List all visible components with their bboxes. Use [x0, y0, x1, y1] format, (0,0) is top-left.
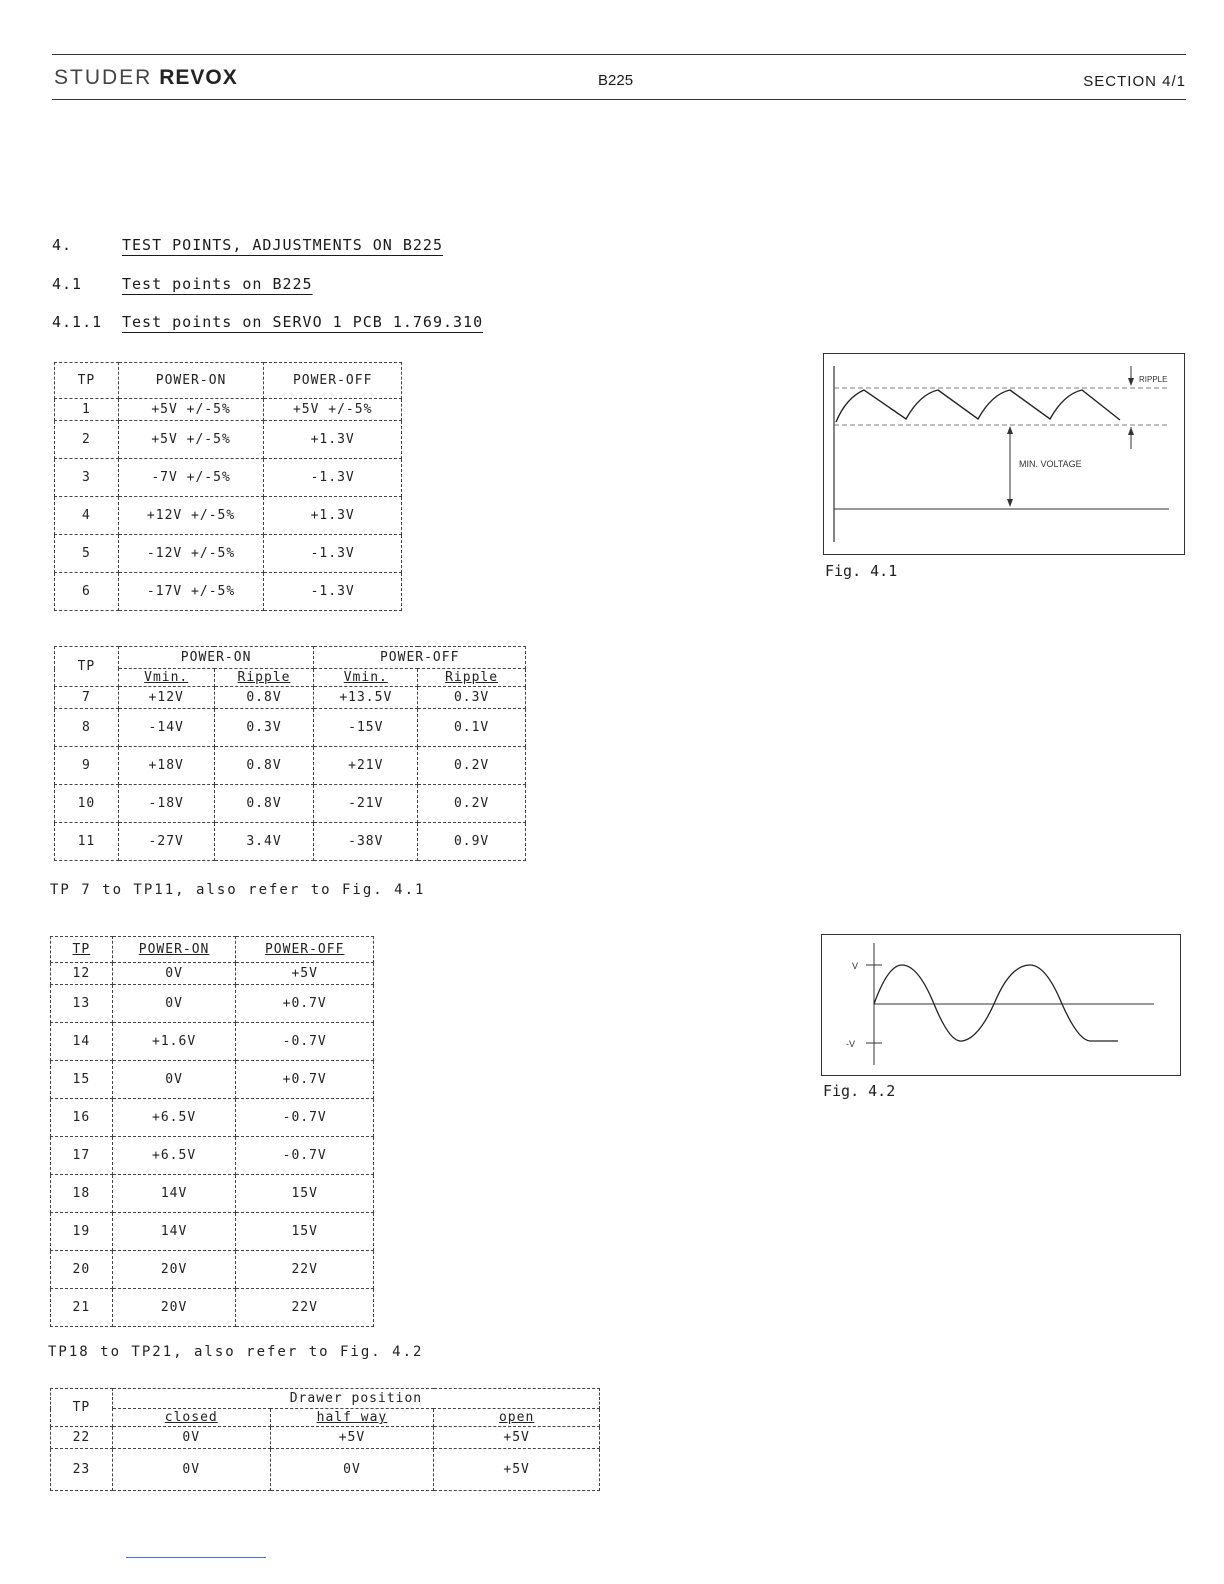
cell-power-off: -0.7V — [236, 1137, 374, 1175]
brand-logo — [54, 66, 238, 90]
subheader-closed: closed — [112, 1409, 270, 1427]
figure-4-2 — [821, 934, 1181, 1076]
footer-rule — [126, 1557, 266, 1558]
table-row — [51, 1449, 600, 1491]
cell-power-off: +5V +/-5% — [264, 399, 402, 421]
col-header-power-off: POWER-OFF — [264, 363, 402, 399]
cell-vmin-off: -38V — [314, 823, 418, 861]
cell-power-off: 15V — [236, 1213, 374, 1251]
cell-tp: 19 — [51, 1213, 113, 1251]
subheader-vmin-on: Vmin. — [118, 669, 214, 687]
subheader-open: open — [434, 1409, 600, 1427]
table-row — [55, 687, 526, 709]
cell-power-off: +1.3V — [264, 497, 402, 535]
table-row — [55, 709, 526, 747]
figure-4-2-caption: Fig. 4.2 — [823, 1082, 896, 1100]
cell-tp: 12 — [51, 963, 113, 985]
heading-number: 4.1.1 — [52, 313, 103, 331]
cell-ripple-off: 0.2V — [418, 785, 526, 823]
cell-tp: 4 — [55, 497, 119, 535]
header-rule-top — [52, 54, 1186, 55]
table-row — [55, 785, 526, 823]
cell-power-on: 14V — [112, 1175, 236, 1213]
cell-tp: 2 — [55, 421, 119, 459]
col-header-power-off: POWER-OFF — [314, 647, 526, 669]
section-number: SECTION 4/1 — [1083, 73, 1186, 90]
cell-ripple-on: 0.3V — [214, 709, 314, 747]
col-header-power-on: POWER-ON — [112, 937, 236, 963]
table-row — [55, 421, 402, 459]
cell-power-off: -1.3V — [264, 573, 402, 611]
cell-tp: 14 — [51, 1023, 113, 1061]
cell-power-off: +5V — [236, 963, 374, 985]
figure-4-1 — [823, 353, 1185, 555]
cell-power-on: 20V — [112, 1289, 236, 1327]
table-row — [51, 1175, 374, 1213]
col-header-tp: TP — [51, 1389, 113, 1427]
cell-power-on: +5V +/-5% — [118, 399, 264, 421]
col-header-power-off: POWER-OFF — [236, 937, 374, 963]
label-min-voltage: MIN. VOLTAGE — [1019, 459, 1082, 469]
brand-revox: REVOX — [159, 66, 238, 89]
cell-ripple-on: 3.4V — [214, 823, 314, 861]
cell-tp: 17 — [51, 1137, 113, 1175]
table-tp12-21 — [50, 936, 374, 1327]
cell-vmin-on: -14V — [118, 709, 214, 747]
col-header-power-on: POWER-ON — [118, 647, 314, 669]
note-tp7-11: TP 7 to TP11, also refer to Fig. 4.1 — [50, 882, 426, 898]
cell-power-off: +0.7V — [236, 1061, 374, 1099]
cell-power-on: +5V +/-5% — [118, 421, 264, 459]
cell-tp: 10 — [55, 785, 119, 823]
cell-ripple-off: 0.1V — [418, 709, 526, 747]
cell-power-on: 0V — [112, 963, 236, 985]
table-row — [51, 985, 374, 1023]
cell-tp: 23 — [51, 1449, 113, 1491]
cell-tp: 7 — [55, 687, 119, 709]
cell-open: +5V — [434, 1427, 600, 1449]
header-rule-bottom — [52, 99, 1186, 100]
label-v: V — [852, 961, 859, 971]
table-row — [51, 963, 374, 985]
brand-studer: STUDER — [54, 66, 153, 89]
cell-tp: 6 — [55, 573, 119, 611]
table-row — [55, 459, 402, 497]
note-tp18-21: TP18 to TP21, also refer to Fig. 4.2 — [48, 1344, 424, 1360]
cell-power-off: -1.3V — [264, 535, 402, 573]
cell-half-way: 0V — [270, 1449, 434, 1491]
label-ripple: RIPPLE — [1139, 375, 1168, 384]
cell-tp: 3 — [55, 459, 119, 497]
subheader-ripple-off: Ripple — [418, 669, 526, 687]
heading-4 — [52, 236, 443, 254]
cell-power-off: +0.7V — [236, 985, 374, 1023]
cell-power-on: 14V — [112, 1213, 236, 1251]
cell-vmin-off: -15V — [314, 709, 418, 747]
cell-ripple-off: 0.3V — [418, 687, 526, 709]
table-row — [55, 747, 526, 785]
table-row — [51, 1061, 374, 1099]
ripple-diagram — [824, 354, 1184, 554]
cell-tp: 20 — [51, 1251, 113, 1289]
heading-4-1 — [52, 275, 313, 293]
model-number: B225 — [598, 72, 634, 89]
cell-power-off: -0.7V — [236, 1023, 374, 1061]
cell-power-off: 22V — [236, 1289, 374, 1327]
cell-power-on: -7V +/-5% — [118, 459, 264, 497]
cell-power-off: 22V — [236, 1251, 374, 1289]
table-row — [55, 823, 526, 861]
col-header-power-on: POWER-ON — [118, 363, 264, 399]
col-header-tp: TP — [55, 363, 119, 399]
sine-diagram — [822, 935, 1180, 1075]
cell-power-on: +6.5V — [112, 1137, 236, 1175]
cell-tp: 8 — [55, 709, 119, 747]
cell-ripple-off: 0.9V — [418, 823, 526, 861]
cell-power-on: +12V +/-5% — [118, 497, 264, 535]
cell-tp: 9 — [55, 747, 119, 785]
table-row — [51, 1137, 374, 1175]
cell-tp: 18 — [51, 1175, 113, 1213]
cell-vmin-off: -21V — [314, 785, 418, 823]
cell-tp: 21 — [51, 1289, 113, 1327]
cell-closed: 0V — [112, 1449, 270, 1491]
col-header-tp: TP — [55, 647, 119, 687]
heading-number: 4. — [52, 236, 73, 254]
table-row — [55, 573, 402, 611]
table-row — [51, 1213, 374, 1251]
cell-ripple-on: 0.8V — [214, 785, 314, 823]
cell-tp: 1 — [55, 399, 119, 421]
cell-ripple-off: 0.2V — [418, 747, 526, 785]
heading-title: Test points on B225 — [122, 275, 313, 293]
cell-vmin-off: +13.5V — [314, 687, 418, 709]
label-neg-v: -V — [846, 1039, 855, 1049]
subheader-half-way: half way — [270, 1409, 434, 1427]
heading-title: TEST POINTS, ADJUSTMENTS ON B225 — [122, 236, 443, 254]
table-row — [51, 1289, 374, 1327]
cell-ripple-on: 0.8V — [214, 747, 314, 785]
cell-power-off: 15V — [236, 1175, 374, 1213]
cell-power-off: -1.3V — [264, 459, 402, 497]
table-row — [51, 1427, 600, 1449]
cell-tp: 15 — [51, 1061, 113, 1099]
table-tp1-6 — [54, 362, 402, 611]
cell-half-way: +5V — [270, 1427, 434, 1449]
col-header-drawer-position: Drawer position — [112, 1389, 599, 1409]
table-row — [55, 399, 402, 421]
table-tp22-23 — [50, 1388, 600, 1491]
col-header-tp: TP — [51, 937, 113, 963]
cell-power-on: 0V — [112, 1061, 236, 1099]
cell-vmin-on: -27V — [118, 823, 214, 861]
cell-tp: 11 — [55, 823, 119, 861]
cell-power-on: +1.6V — [112, 1023, 236, 1061]
table-tp7-11 — [54, 646, 526, 861]
table-row — [51, 1023, 374, 1061]
subheader-vmin-off: Vmin. — [314, 669, 418, 687]
subheader-ripple-on: Ripple — [214, 669, 314, 687]
table-row — [55, 497, 402, 535]
cell-power-off: +1.3V — [264, 421, 402, 459]
cell-tp: 5 — [55, 535, 119, 573]
cell-vmin-on: +12V — [118, 687, 214, 709]
table-row — [51, 1251, 374, 1289]
cell-power-off: -0.7V — [236, 1099, 374, 1137]
figure-4-1-caption: Fig. 4.1 — [825, 562, 898, 580]
heading-title: Test points on SERVO 1 PCB 1.769.310 — [122, 313, 484, 331]
cell-power-on: -17V +/-5% — [118, 573, 264, 611]
cell-power-on: +6.5V — [112, 1099, 236, 1137]
cell-ripple-on: 0.8V — [214, 687, 314, 709]
cell-power-on: -12V +/-5% — [118, 535, 264, 573]
cell-vmin-off: +21V — [314, 747, 418, 785]
cell-open: +5V — [434, 1449, 600, 1491]
heading-number: 4.1 — [52, 275, 83, 293]
cell-vmin-on: -18V — [118, 785, 214, 823]
table-row — [55, 535, 402, 573]
cell-power-on: 20V — [112, 1251, 236, 1289]
cell-tp: 13 — [51, 985, 113, 1023]
cell-vmin-on: +18V — [118, 747, 214, 785]
cell-power-on: 0V — [112, 985, 236, 1023]
cell-tp: 16 — [51, 1099, 113, 1137]
cell-closed: 0V — [112, 1427, 270, 1449]
table-row — [51, 1099, 374, 1137]
cell-tp: 22 — [51, 1427, 113, 1449]
heading-4-1-1 — [52, 313, 483, 331]
